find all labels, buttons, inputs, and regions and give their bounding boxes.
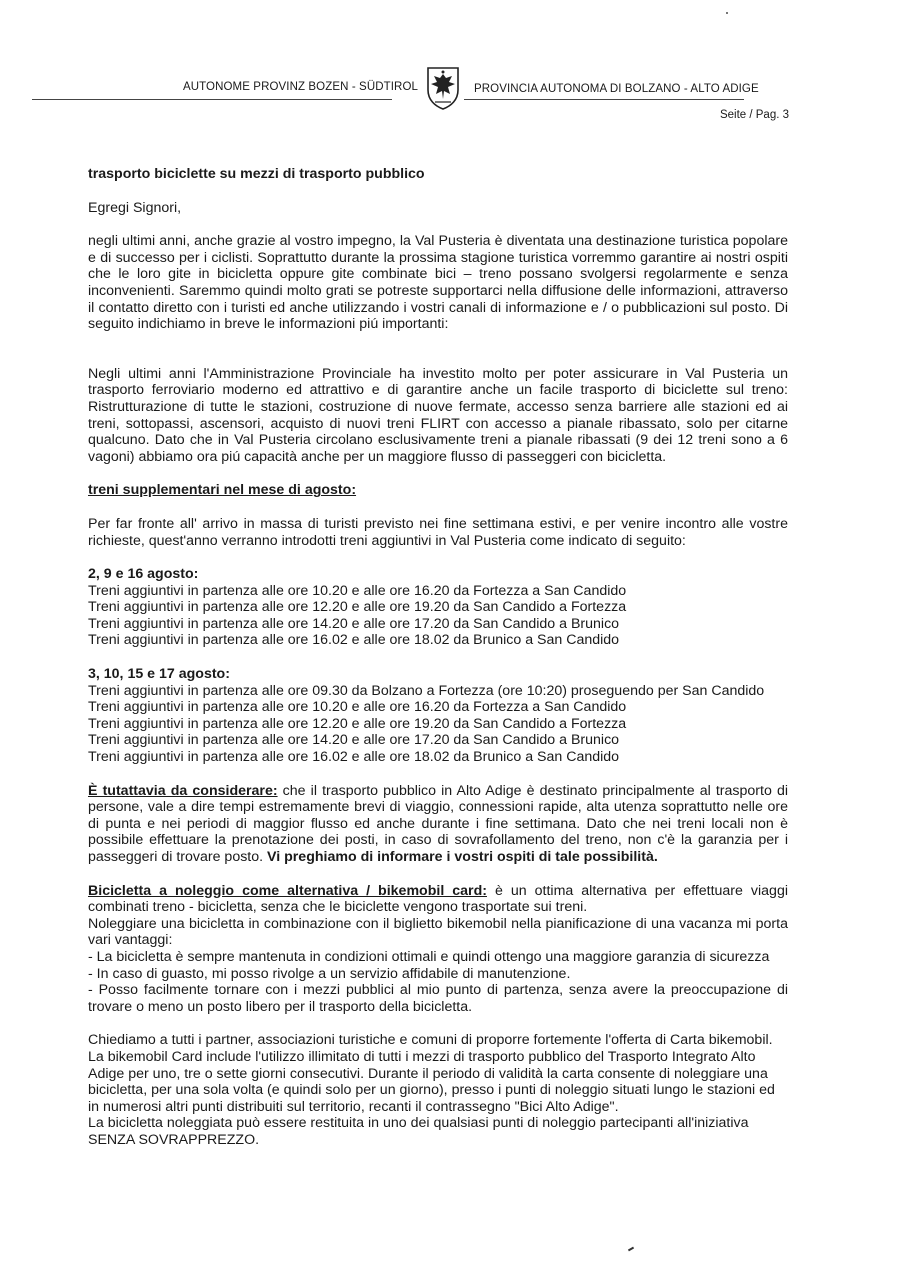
letter-body xyxy=(88,166,788,1149)
greeting: Egregi Signori, xyxy=(88,199,182,216)
schedule-line: Treni aggiuntivi in partenza alle ore 16.02 e alle ore 18.02 da Brunico a San Candido xyxy=(88,632,620,649)
rental-paragraph xyxy=(88,883,788,916)
scan-speck xyxy=(726,12,728,14)
schedule-line: Treni aggiuntivi in partenza alle ore 12.20 e alle ore 19.20 da San Candido a Fortezza xyxy=(88,715,627,732)
schedule-line: Treni aggiuntivi in partenza alle ore 12.20 e alle ore 19.20 da San Candido a Fortezza xyxy=(88,599,627,616)
rental-benefit: - In caso di guasto, mi posso rivolge a un servizio affidabile di manutenzione. xyxy=(88,965,571,982)
letterhead-italian: PROVINCIA AUTONOMA DI BOLZANO - ALTO ADIGE xyxy=(474,83,759,95)
letter-subject: trasporto biciclette su mezzi di trasporto pubblico xyxy=(88,166,425,182)
schedule-line: Treni aggiuntivi in partenza alle ore 16.02 e alle ore 18.02 da Brunico a San Candido xyxy=(88,749,620,766)
consider-heading: È tutattavia da considerare: xyxy=(88,782,278,799)
schedule-group-title: 3, 10, 15 e 17 agosto: xyxy=(88,666,230,683)
consider-emphasis: Vi preghiamo di informare i vostri ospiti di tale possibilità. xyxy=(267,849,658,865)
extra-trains-heading: treni supplementari nel mese di agosto: xyxy=(88,482,357,499)
letterhead-rule-right xyxy=(464,99,744,100)
rental-benefit: - La bicicletta è sempre mantenuta in condizioni ottimali e quindi ottengo una maggiore garanzia di sicurezza xyxy=(88,948,770,965)
schedule-line: Treni aggiuntivi in partenza alle ore 10.20 e alle ore 16.20 da Fortezza a San Candido xyxy=(88,582,627,599)
closing-paragraph: Chiediamo a tutti i partner, associazioni turistiche e comuni di proporre fortemente l'offerta di Carta bikemobil. La bikemobil Card include l'utilizzo illimitato di tutti i mezzi di trasporto pubblico del Trasporto Integrato Alto Adige per uno, tre o sette giorni consecutivi. Durante il periodo di validità la carta consente di noleggiare una bicicletta, per una sola volta (e quindi solo per un giorno), presso i punti di noleggio situati lungo le stazioni ed in numerosi altri punti distribuiti sul territorio, recanti il contrassegno "Bici Alto Adige". xyxy=(88,1032,775,1115)
schedule-group-2 xyxy=(88,666,788,766)
rental-benefit: - Posso facilmente tornare con i mezzi pubblici al mio punto di partenza, senza avere la preoccupazione di trovare o meno un posto libero per il trasporto della bicicletta. xyxy=(88,982,788,1015)
schedule-line: Treni aggiuntivi in partenza alle ore 14.20 e alle ore 17.20 da San Candido a Brunico xyxy=(88,732,620,749)
intro-paragraph: negli ultimi anni, anche grazie al vostro impegno, la Val Pusteria è diventata una destinazione turistica popolare e di successo per i ciclisti. Soprattutto durante la prossima stagione turistica vorremmo garantire ai nostri ospiti che le loro gite in bicicletta oppure gite combinate bici – treno possano svolgersi regolarmente e senza inconvenienti. Saremmo quindi molto grati se potreste supportarci nella diffusione delle informazioni, attraverso il contatto diretto con i turisti ed anche utilizzando i vostri canali di informazione e / o pubblicazioni sul posto. Di seguito indichiamo in breve le informazioni piú importanti: xyxy=(88,233,788,333)
scan-mark xyxy=(628,1247,634,1252)
rental-benefits-intro: Noleggiare una bicicletta in combinazione con il biglietto bikemobil nella pianificazione di una vacanza mi porta vari vantaggi: xyxy=(88,915,788,949)
consider-text: che il trasporto pubblico in Alto Adige è destinato principalmente al trasporto di persone, vale a dire tempi estremamente brevi di viaggio, connessioni rapide, alta utenza soprattutto nelle ore di punta e nei periodi di maggior flusso ed anche durante i fine settimana. Dato che nei treni locali non è possibile effettuare la prenotazione dei posti, in caso di sovrafollamento del treno, non c'è la garanzia per i passeggeri di trovare posto. xyxy=(88,782,789,865)
eagle-coat-of-arms-icon xyxy=(425,66,461,110)
schedule-group-1 xyxy=(88,566,788,649)
rental-section xyxy=(88,883,788,1016)
letterhead-german: AUTONOME PROVINZ BOZEN - SÜDTIROL xyxy=(182,81,418,93)
schedule-line: Treni aggiuntivi in partenza alle ore 14.20 e alle ore 17.20 da San Candido a Brunico xyxy=(88,615,620,632)
rental-text: è un ottima alternativa per effettuare viaggi combinati treno - bicicletta, senza che le biciclette vengono trasportate sui treni. xyxy=(88,882,788,916)
rental-heading: Bicicletta a noleggio come alternativa / bikemobil card: xyxy=(88,882,487,899)
consider-paragraph xyxy=(88,783,788,866)
closing-paragraph-2: La bicicletta noleggiata può essere restituita in uno dei qualsiasi punti di noleggio partecipanti all'iniziativa SENZA SOVRAPPREZZO. xyxy=(88,1115,749,1148)
schedule-group-title: 2, 9 e 16 agosto: xyxy=(88,566,199,583)
letterhead xyxy=(32,64,812,112)
page-number: Seite / Pag. 3 xyxy=(719,109,789,121)
schedule-line: Treni aggiuntivi in partenza alle ore 10.20 e alle ore 16.20 da Fortezza a San Candido xyxy=(88,699,627,716)
investment-paragraph: Negli ultimi anni l'Amministrazione Provinciale ha investito molto per poter assicurare in Val Pusteria un trasporto ferroviario moderno ed attrattivo e di garantire anche un facile trasporto di biciclette sul treno: Ristrutturazione di tutte le stazioni, costruzione di nuove fermate, accesso senza barriere alle stazioni ed ai treni, sottopassi, ascensori, acquisto di nuovi treni FLIRT con accesso a pianale ribassato, solo per citarne qualcuno. Dato che in Val Pusteria circolano esclusivamente treni a pianale ribassati (9 dei 12 treni sono a 6 vagoni) abbiamo ora piú capacità anche per un maggiore flusso di passeggeri con bicicletta. xyxy=(88,365,788,465)
letterhead-rule-left xyxy=(32,99,392,100)
extra-trains-intro: Per far fronte all' arrivo in massa di turisti previsto nei fine settimana estivi, e per venire incontro alle vostre richieste, quest'anno verranno introdotti treni aggiuntivi in Val Pusteria come indicato di seguito: xyxy=(88,515,788,549)
schedule-line: Treni aggiuntivi in partenza alle ore 09.30 da Bolzano a Fortezza (ore 10:20) proseguendo per San Candido xyxy=(88,682,765,699)
